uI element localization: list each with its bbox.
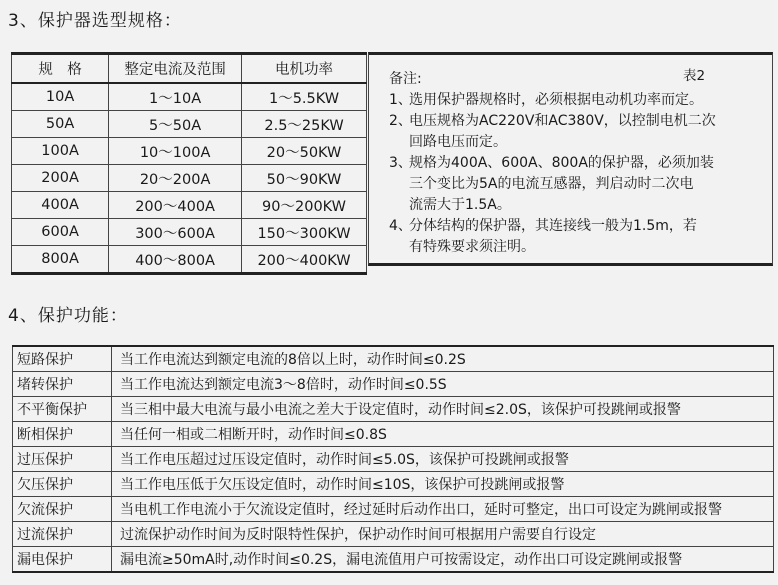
motor-power-cell: 200～400KW [242, 246, 367, 274]
table-row [12, 219, 367, 246]
table-row [13, 547, 774, 573]
motor-power-cell: 90～200KW [242, 192, 367, 219]
spec-cell: 100A [12, 138, 109, 165]
note-number: 4、 [389, 218, 412, 234]
current-range-cell: 1～10A [109, 83, 242, 111]
note-number: 1、 [389, 92, 412, 108]
spec-cell: 200A [12, 165, 109, 192]
table-row [13, 372, 774, 397]
current-range-cell: 300～600A [109, 219, 242, 246]
current-range-cell: 20～200A [109, 165, 242, 192]
function-desc: 当任何一相或二相断开时，动作时间≤0.8S [112, 422, 774, 447]
note-item-2 [389, 111, 772, 153]
table-row [13, 397, 774, 422]
function-name: 不平衡保护 [13, 397, 112, 422]
table-row [13, 447, 774, 472]
function-desc: 当工作电流达到额定电流3～8倍时，动作时间≤0.5S [112, 372, 774, 397]
note-item-1 [389, 90, 772, 111]
header-motor-power: 电机功率 [242, 54, 367, 84]
table-row [12, 111, 367, 138]
function-name: 欠压保护 [13, 472, 112, 497]
current-range-cell: 5～50A [109, 111, 242, 138]
note-line: 回路电压而定。 [409, 134, 507, 150]
note-item-3 [389, 153, 772, 216]
motor-power-cell: 1～5.5KW [242, 83, 367, 111]
table-row [13, 472, 774, 497]
table-row [12, 165, 367, 192]
note-line: 流需大于1.5A。 [409, 197, 511, 213]
spec-table-header-row [12, 54, 367, 84]
table-row [13, 422, 774, 447]
function-name: 断相保护 [13, 422, 112, 447]
function-desc: 当工作电压低于欠压设定值时，动作时间≤10S，该保护可投跳闸或报警 [112, 472, 774, 497]
note-line: 电压规格为AC220V和AC380V，以控制电机二次 [409, 113, 716, 129]
spec-cell: 800A [12, 246, 109, 274]
notes-title: 备注: [389, 71, 422, 87]
motor-power-cell: 150～300KW [242, 219, 367, 246]
function-name: 漏电保护 [13, 547, 112, 573]
note-line: 分体结构的保护器，其连接线一般为1.5m，若 [409, 218, 697, 234]
function-desc: 漏电流≥50mA时,动作时间≤0.2S，漏电流值用户可按需设定，动作出口可设定跳闸或报警 [112, 547, 774, 573]
spec-cell: 600A [12, 219, 109, 246]
current-range-cell: 10～100A [109, 138, 242, 165]
spec-cell: 400A [12, 192, 109, 219]
table-row [12, 138, 367, 165]
table-row [12, 83, 367, 111]
section-4-heading: 4、保护功能： [8, 306, 128, 326]
table-row [13, 346, 774, 372]
note-line: 有特殊要求须注明。 [409, 239, 535, 255]
table-row [13, 497, 774, 522]
section-3-heading: 3、保护器选型规格： [8, 11, 182, 31]
motor-power-cell: 50～90KW [242, 165, 367, 192]
spec-cell: 10A [12, 83, 109, 111]
table-row [12, 192, 367, 219]
function-name: 堵转保护 [13, 372, 112, 397]
table-number: 表2 [683, 68, 706, 84]
table-row [12, 246, 367, 274]
function-desc: 当工作电流达到额定电流的8倍以上时，动作时间≤0.2S [112, 346, 774, 372]
motor-power-cell: 20～50KW [242, 138, 367, 165]
protection-functions-table [12, 345, 774, 573]
function-name: 短路保护 [13, 346, 112, 372]
notes-box [368, 52, 773, 266]
table-row [13, 522, 774, 547]
function-desc: 过流保护动作时间为反时限特性保护，保护动作时间可根据用户需要自行设定 [112, 522, 774, 547]
function-desc: 当工作电压超过过压设定值时，动作时间≤5.0S，该保护可投跳闸或报警 [112, 447, 774, 472]
note-line: 三个变比为5A的电流互感器，判启动时二次电 [409, 176, 694, 192]
note-line: 规格为400A、600A、800A的保护器，必须加装 [409, 155, 714, 171]
motor-power-cell: 2.5～25KW [242, 111, 367, 138]
function-desc: 当电机工作电流小于欠流设定值时，经过延时后动作出口，延时可整定，出口可设定为跳闸或报警 [112, 497, 774, 522]
header-spec: 规 格 [12, 54, 109, 84]
current-range-cell: 200～400A [109, 192, 242, 219]
current-range-cell: 400～800A [109, 246, 242, 274]
note-number: 2、 [389, 113, 412, 129]
function-name: 欠流保护 [13, 497, 112, 522]
spec-table [11, 52, 367, 275]
function-desc: 当三相中最大电流与最小电流之差大于设定值时，动作时间≤2.0S，该保护可投跳闸或报警 [112, 397, 774, 422]
note-number: 3、 [389, 155, 412, 171]
note-item-4 [389, 216, 772, 258]
function-name: 过流保护 [13, 522, 112, 547]
notes-title-row [389, 69, 772, 90]
spec-cell: 50A [12, 111, 109, 138]
note-line: 选用保护器规格时，必须根据电动机功率而定。 [409, 92, 703, 108]
header-current-range: 整定电流及范围 [109, 54, 242, 84]
function-name: 过压保护 [13, 447, 112, 472]
